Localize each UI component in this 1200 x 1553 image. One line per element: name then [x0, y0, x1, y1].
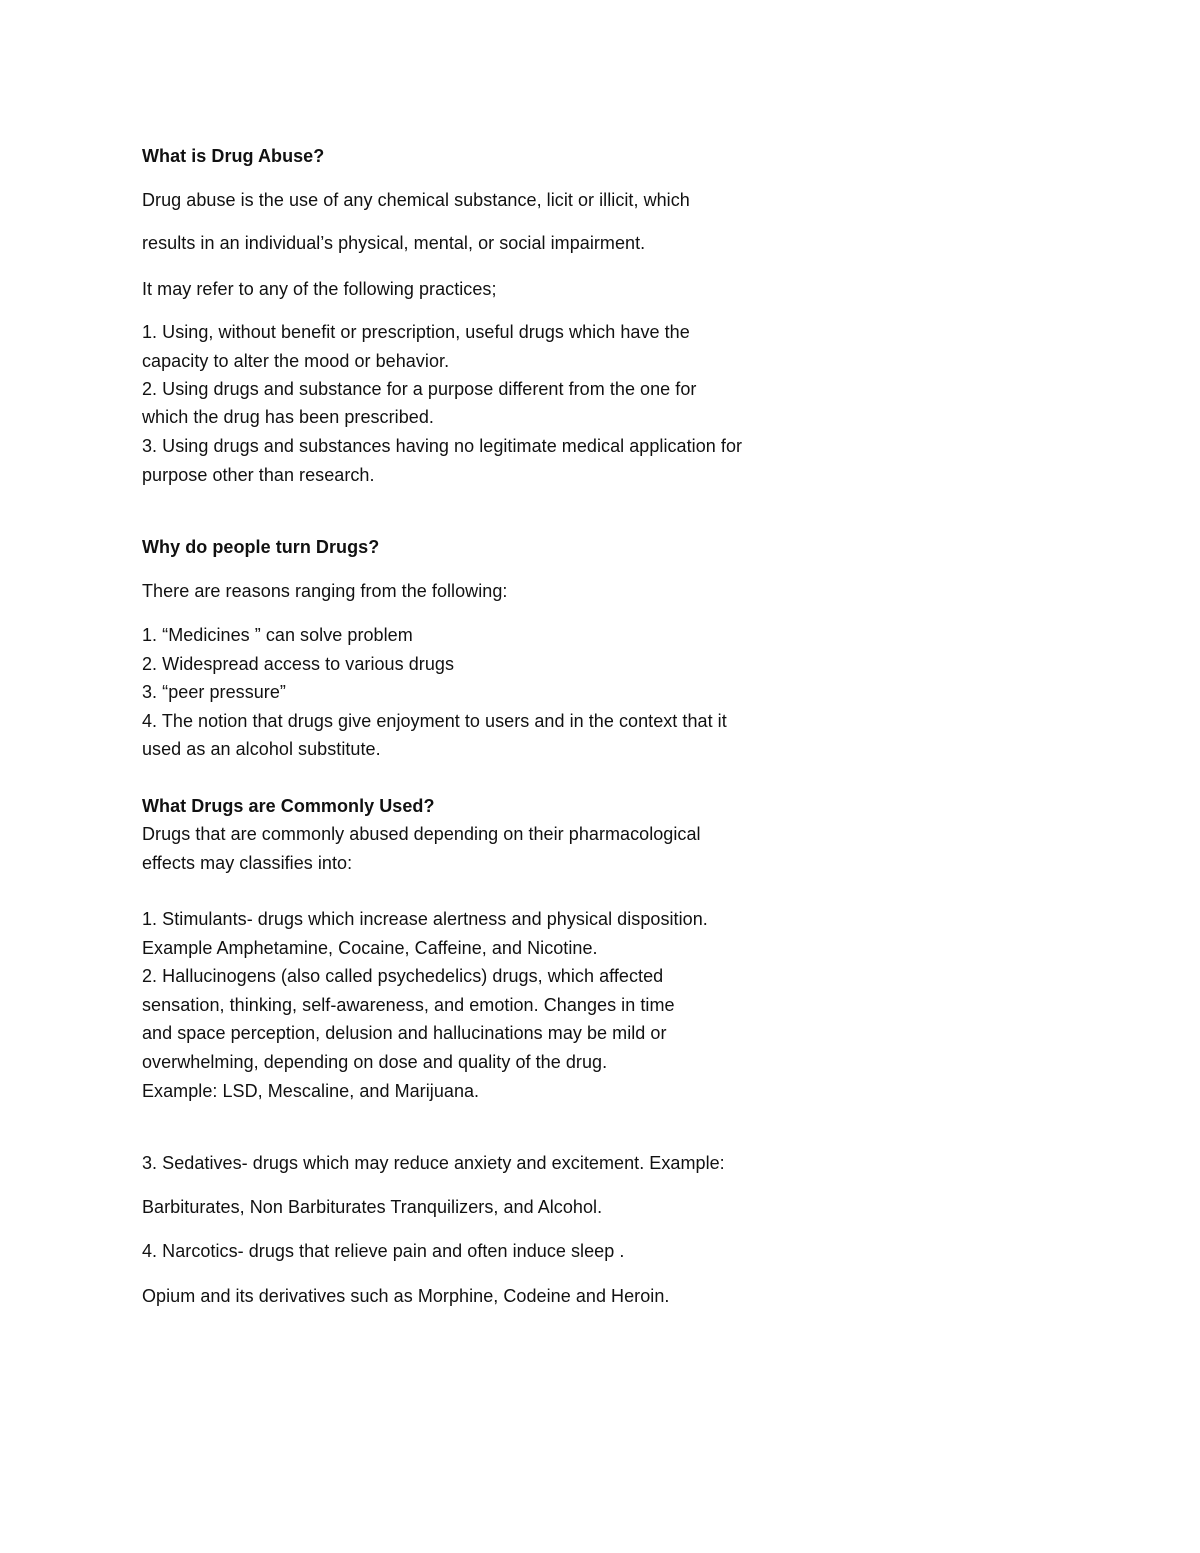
list-item: 2. Using drugs and substance for a purpose different from the one for — [142, 379, 697, 399]
list-item: 3. Sedatives- drugs which may reduce anxiety and excitement. Example: — [142, 1153, 725, 1173]
heading-what-is-drug-abuse: What is Drug Abuse? — [142, 146, 325, 166]
list-item: 2. Widespread access to various drugs — [142, 654, 454, 674]
list-item: 1. Using, without benefit or prescription, useful drugs which have the — [142, 322, 690, 342]
list-lead: There are reasons ranging from the following: — [142, 581, 508, 601]
list-item-continuation: Example Amphetamine, Cocaine, Caffeine, and Nicotine. — [142, 938, 598, 958]
heading-what-drugs-are-commonly-used: What Drugs are Commonly Used? — [142, 796, 435, 816]
list-item: 4. Narcotics- drugs that relieve pain and often induce sleep . — [142, 1241, 625, 1261]
paragraph-line: Drug abuse is the use of any chemical substance, licit or illicit, which — [142, 190, 690, 210]
list-item-continuation: Example: LSD, Mescaline, and Marijuana. — [142, 1081, 480, 1101]
list-item: 1. “Medicines ” can solve problem — [142, 625, 413, 645]
list-item-continuation: Opium and its derivatives such as Morphine, Codeine and Heroin. — [142, 1286, 670, 1306]
list-item: 2. Hallucinogens (also called psychedelics) drugs, which affected — [142, 966, 664, 986]
list-item-continuation: sensation, thinking, self-awareness, and emotion. Changes in time — [142, 995, 675, 1015]
heading-why-do-people-turn-drugs: Why do people turn Drugs? — [142, 537, 380, 557]
paragraph-line: results in an individual’s physical, mental, or social impairment. — [142, 233, 646, 253]
list-item: 3. Using drugs and substances having no legitimate medical application for — [142, 436, 743, 456]
list-item-continuation: capacity to alter the mood or behavior. — [142, 351, 450, 371]
paragraph-line: effects may classifies into: — [142, 853, 353, 873]
list-item-continuation: used as an alcohol substitute. — [142, 739, 381, 759]
list-item-continuation: Barbiturates, Non Barbiturates Tranquilizers, and Alcohol. — [142, 1197, 603, 1217]
list-lead: It may refer to any of the following practices; — [142, 279, 497, 299]
list-item: 1. Stimulants- drugs which increase alertness and physical disposition. — [142, 909, 708, 929]
list-item-continuation: and space perception, delusion and hallucinations may be mild or — [142, 1023, 667, 1043]
paragraph-line: Drugs that are commonly abused depending on their pharmacological — [142, 824, 701, 844]
list-item: 4. The notion that drugs give enjoyment to users and in the context that it — [142, 711, 727, 731]
list-item: 3. “peer pressure” — [142, 682, 286, 702]
list-item-continuation: which the drug has been prescribed. — [142, 407, 434, 427]
list-item-continuation: overwhelming, depending on dose and quality of the drug. — [142, 1052, 608, 1072]
list-item-continuation: purpose other than research. — [142, 465, 375, 485]
